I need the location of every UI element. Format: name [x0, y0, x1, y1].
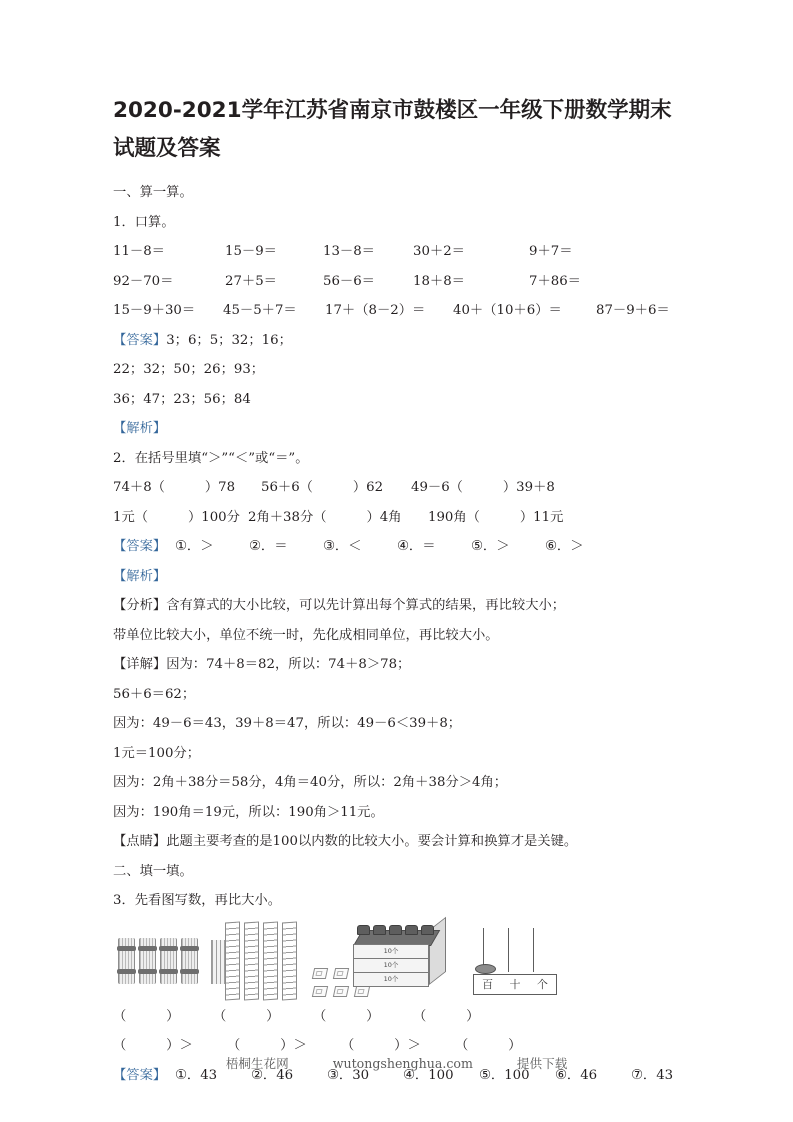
stick-bundle-icon	[118, 938, 135, 984]
blank-field[interactable]: （ ）	[455, 1038, 522, 1053]
single-cube-icon	[333, 986, 349, 997]
stud-icon	[373, 925, 386, 935]
box-studs	[357, 925, 437, 935]
q2-xiangjie-line-6: 因为：190角＝19元，所以：190角＞11元。	[113, 804, 384, 820]
abacus-bead-icon	[475, 964, 496, 974]
answer-text: 3；6；5；32；16；	[166, 332, 292, 348]
q2-xiangjie-line-1	[113, 650, 683, 680]
stud-icon	[389, 925, 402, 935]
page-title: 2020-2021学年江苏省南京市鼓楼区一年级下册数学期末试题及答案	[113, 98, 672, 161]
stick-bundle-icon	[181, 938, 198, 984]
question-3-prompt	[113, 886, 683, 916]
figure-stacked-box	[353, 930, 445, 992]
question-2-prompt	[113, 444, 683, 474]
q1-answer-line-1	[113, 326, 683, 356]
stud-icon	[421, 925, 434, 935]
loose-sticks-icon	[211, 940, 226, 984]
answer-item: ⑦．43	[631, 1067, 674, 1083]
answer-label: 【答案】	[113, 1067, 167, 1083]
calc-item: 9＋7＝	[529, 244, 573, 259]
abacus-rod-icon	[508, 928, 509, 972]
box-layer-label: 10个	[353, 973, 429, 987]
q2-xiangjie-line-2: 56＋6＝62；	[113, 686, 196, 702]
blank-field[interactable]: （ ）	[213, 1008, 280, 1024]
calc-item: 27＋5＝	[225, 273, 277, 289]
figure-bundled-sticks	[118, 922, 226, 984]
blank-field[interactable]: （ ）＞	[227, 1038, 307, 1053]
stick-bundle-icon	[160, 938, 177, 984]
single-cube-icon	[312, 986, 328, 997]
question-2-text: 在括号里填“＞”“＜”或“＝”。	[134, 450, 309, 466]
calc-item: 15－9＋30＝	[113, 303, 196, 318]
q3-figure-group	[113, 922, 683, 1002]
q1-calc-row-2	[113, 267, 683, 297]
compare-item: 49－6（ ）39＋8	[411, 480, 555, 495]
abacus-base	[473, 974, 557, 995]
question-2-number: 2．	[113, 450, 135, 466]
section-heading-2: 二、填一填。	[113, 863, 193, 879]
calc-item: 13－8＝	[323, 244, 375, 259]
q2-xiangjie-line-5: 因为：2角＋38分＝58分，4角＝40分，所以：2角＋38分＞4角；	[113, 775, 508, 790]
q2-xiangjie-line-3: 因为：49－6＝43，39＋8＝47，所以：49－6＜39＋8；	[113, 716, 462, 731]
q2-compare-row-2	[113, 503, 683, 533]
compare-item: 2角＋38分（ ）4角	[248, 509, 402, 525]
fenxi-label: 【分析】	[113, 598, 167, 613]
abacus-shape	[473, 928, 559, 998]
box-shape	[353, 930, 445, 992]
question-3-text: 先看图写数，再比大小。	[134, 893, 282, 908]
dianjing-text: 此题主要考查的是100以内数的比较大小。要会计算和换算才是关键。	[166, 834, 578, 849]
cube-column-icon	[244, 921, 259, 1000]
calc-item: 45－5＋7＝	[223, 303, 297, 318]
abacus-rod-icon	[533, 928, 534, 972]
q2-analysis-label: 【解析】	[113, 568, 167, 584]
abacus-rods	[483, 928, 558, 972]
answer-label: 【答案】	[113, 332, 167, 348]
place-label-tens: 十	[509, 977, 521, 991]
calc-item: 7＋86＝	[529, 273, 581, 289]
q2-answer-row	[113, 532, 683, 562]
calc-item: 15－9＝	[225, 244, 277, 259]
calc-item: 87－9＋6＝	[596, 303, 670, 318]
calc-item: 18＋8＝	[413, 273, 465, 289]
answer-item: ⑤．＞	[471, 539, 510, 554]
place-label-hundreds: 百	[482, 977, 494, 991]
document-content	[113, 92, 683, 1090]
answer-item: ⑥．46	[555, 1067, 598, 1083]
compare-item: 1元（ ）100分	[113, 509, 240, 525]
q1-calc-row-1	[113, 237, 683, 267]
calc-item: 56－6＝	[323, 273, 375, 289]
answer-item: ②．46	[251, 1067, 294, 1083]
xiangjie-label: 【详解】	[113, 657, 167, 672]
dianjing-label: 【点睛】	[113, 834, 167, 849]
cube-column-icon	[263, 921, 278, 1000]
cube-column-icon	[225, 921, 240, 1000]
stud-icon	[357, 925, 370, 935]
blank-field[interactable]: （ ）＞	[113, 1038, 193, 1053]
sticks-row	[118, 922, 226, 984]
calc-item: 30＋2＝	[413, 244, 465, 259]
blank-field[interactable]: （ ）	[113, 1008, 180, 1024]
cube-column-icon	[282, 921, 297, 1000]
box-layer-label: 10个	[353, 944, 429, 959]
answer-item: ⑥．＞	[545, 539, 584, 554]
place-label-ones: 个	[536, 977, 548, 991]
question-1-text: 口算。	[134, 214, 175, 230]
fenxi-text: 含有算式的大小比较，可以先计算出每个算式的结果，再比较大小；	[166, 598, 566, 613]
q2-fenxi-line-2: 带单位比较大小，单位不统一时，先化成相同单位，再比较大小。	[113, 627, 499, 643]
q2-fenxi-line-1	[113, 591, 683, 621]
q2-xiangjie-line-4: 1元＝100分；	[113, 745, 201, 761]
box-layers	[353, 944, 429, 987]
footer-note: 提供下载	[516, 1056, 568, 1071]
box-layer-label: 10个	[353, 959, 429, 973]
question-1-prompt	[113, 208, 683, 238]
answer-item: ①．43	[175, 1067, 218, 1083]
answer-item: ④．100	[403, 1067, 454, 1083]
page-footer	[0, 1053, 793, 1072]
answer-item: ③．30	[327, 1067, 370, 1083]
footer-domain: wutongshenghua.com	[332, 1056, 473, 1071]
single-cube-icon	[312, 968, 328, 979]
blank-field[interactable]: （ ）	[313, 1008, 380, 1024]
calc-item: 40＋（10＋6）＝	[453, 303, 562, 318]
answer-item: ④．＝	[397, 539, 436, 554]
compare-item: 74＋8（ ）78	[113, 480, 236, 495]
blank-field[interactable]: （ ）	[413, 1008, 480, 1024]
answer-item: ①．＞	[175, 539, 214, 554]
question-1-number: 1．	[113, 214, 135, 230]
section-heading-1: 一、算一算。	[113, 185, 193, 200]
stick-bundle-icon	[139, 938, 156, 984]
q1-answer-line-3: 36；47；23；56；84	[113, 391, 251, 407]
stud-icon	[405, 925, 418, 935]
answer-item: ⑤．100	[479, 1067, 530, 1083]
figure-place-value-abacus	[473, 928, 559, 998]
q1-calc-row-3	[113, 296, 683, 326]
answer-item: ②．＝	[249, 539, 288, 554]
q3-blank-row-1	[113, 1002, 683, 1032]
calc-item: 17＋（8－2）＝	[325, 303, 426, 318]
calc-item: 92－70＝	[113, 273, 174, 289]
calc-item: 11－8＝	[113, 244, 165, 259]
question-3-number: 3．	[113, 893, 135, 908]
abacus-place-labels	[474, 975, 556, 994]
cube-column-group	[225, 922, 301, 1000]
blank-field[interactable]: （ ）＞	[341, 1038, 421, 1053]
single-cube-icon	[333, 968, 349, 979]
footer-site-name: 梧桐生花网	[225, 1056, 289, 1071]
answer-item: ③．＜	[323, 539, 362, 554]
q1-analysis-label: 【解析】	[113, 421, 167, 436]
compare-item: 190角（ ）11元	[428, 509, 564, 525]
q1-answer-line-2: 22；32；50；26；93；	[113, 362, 265, 377]
compare-item: 56＋6（ ）62	[261, 480, 384, 495]
q2-dianjing-line	[113, 827, 683, 857]
q2-compare-row-1	[113, 473, 683, 503]
answer-label: 【答案】	[113, 539, 167, 554]
xiangjie-text: 因为：74＋8＝82，所以：74＋8＞78；	[166, 657, 411, 672]
